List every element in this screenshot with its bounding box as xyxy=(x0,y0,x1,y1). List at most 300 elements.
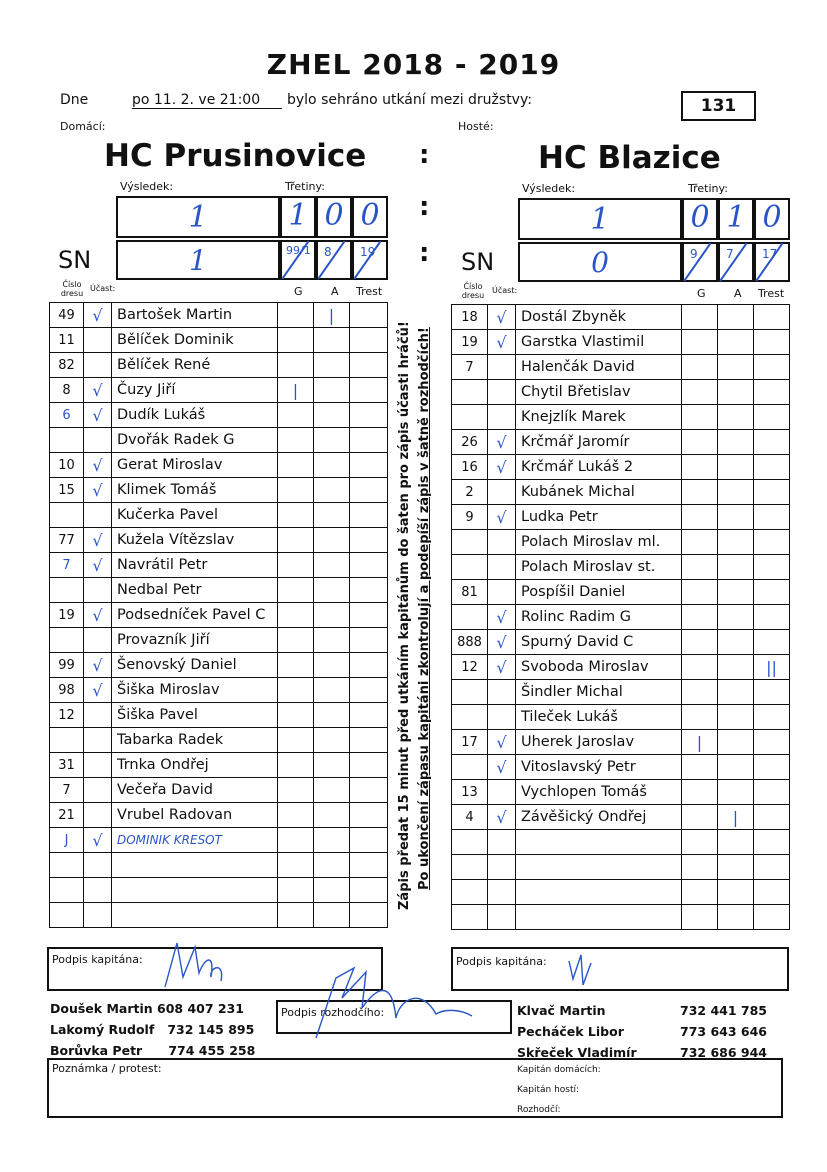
home-player-penalty xyxy=(350,553,388,578)
away-player-row xyxy=(452,855,790,880)
away-player-number: 26 xyxy=(452,430,488,455)
home-player-row xyxy=(50,628,388,653)
page-title: ZHEL 2018 - 2019 xyxy=(266,48,561,81)
home-player-number xyxy=(50,903,84,928)
away-player-name xyxy=(516,905,682,930)
away-player-goals xyxy=(682,555,718,580)
away-player-penalty xyxy=(754,680,790,705)
home-player-goals xyxy=(278,903,314,928)
home-player-goals xyxy=(278,678,314,703)
match-number: 131 xyxy=(681,91,756,121)
home-player-participation xyxy=(84,578,112,603)
date-label: Dne xyxy=(60,92,89,108)
home-player-name: Klimek Tomáš xyxy=(112,478,278,503)
home-player-number xyxy=(50,428,84,453)
home-player-penalty xyxy=(350,828,388,853)
home-label: Domácí: xyxy=(60,120,106,133)
away-period-2: 1 xyxy=(718,198,754,240)
home-player-assists xyxy=(314,428,350,453)
away-player-participation xyxy=(488,780,516,805)
away-player-penalty xyxy=(754,605,790,630)
home-player-goals xyxy=(278,403,314,428)
home-player-name xyxy=(112,903,278,928)
home-captain-signature xyxy=(155,937,245,991)
home-player-participation: √ xyxy=(84,828,112,853)
away-col-a: A xyxy=(734,287,742,300)
home-player-goals xyxy=(278,828,314,853)
away-player-name: Vitoslavský Petr xyxy=(516,755,682,780)
away-label: Hosté: xyxy=(458,120,494,133)
away-player-name: Dostál Zbyněk xyxy=(516,305,682,330)
home-player-row xyxy=(50,378,388,403)
home-player-goals xyxy=(278,803,314,828)
home-player-name: Podsedníček Pavel C xyxy=(112,603,278,628)
home-player-participation: √ xyxy=(84,478,112,503)
away-player-penalty xyxy=(754,505,790,530)
away-player-participation: √ xyxy=(488,330,516,355)
home-player-assists xyxy=(314,478,350,503)
home-player-number: 99 xyxy=(50,653,84,678)
away-player-assists xyxy=(718,680,754,705)
home-player-row xyxy=(50,353,388,378)
away-player-name: Svoboda Miroslav xyxy=(516,655,682,680)
away-player-assists xyxy=(718,430,754,455)
away-player-penalty xyxy=(754,355,790,380)
home-player-assists xyxy=(314,828,350,853)
away-player-row xyxy=(452,355,790,380)
result-colon: : xyxy=(419,192,430,222)
away-player-number xyxy=(452,855,488,880)
home-player-goals xyxy=(278,753,314,778)
away-sn-cell-3: 17 xyxy=(754,242,790,282)
away-player-goals xyxy=(682,605,718,630)
home-player-participation: √ xyxy=(84,303,112,328)
home-player-row xyxy=(50,778,388,803)
away-player-participation: √ xyxy=(488,305,516,330)
referee-note-label: Rozhodčí: xyxy=(517,1105,561,1115)
home-captain-signature-label: Podpis kapitána: xyxy=(52,953,143,966)
home-player-participation xyxy=(84,878,112,903)
away-player-name: Polach Miroslav ml. xyxy=(516,530,682,555)
home-player-name: Večeřa David xyxy=(112,778,278,803)
home-player-penalty xyxy=(350,303,388,328)
away-player-participation xyxy=(488,480,516,505)
home-sn-cell-3: 19 xyxy=(352,240,388,280)
away-player-number xyxy=(452,905,488,930)
away-player-assists xyxy=(718,905,754,930)
home-player-goals xyxy=(278,778,314,803)
away-player-participation: √ xyxy=(488,630,516,655)
away-player-row xyxy=(452,605,790,630)
away-player-assists xyxy=(718,405,754,430)
away-player-row xyxy=(452,905,790,930)
away-sn-cell-1: 9 xyxy=(682,242,718,282)
away-player-assists xyxy=(718,605,754,630)
away-player-number xyxy=(452,555,488,580)
away-period-1: 0 xyxy=(682,198,718,240)
away-player-penalty xyxy=(754,580,790,605)
home-player-number: J xyxy=(50,828,84,853)
away-player-participation xyxy=(488,855,516,880)
home-player-name: Navrátil Petr xyxy=(112,553,278,578)
home-player-participation: √ xyxy=(84,678,112,703)
home-player-row xyxy=(50,828,388,853)
away-player-assists xyxy=(718,755,754,780)
away-player-assists xyxy=(718,830,754,855)
home-player-number: 15 xyxy=(50,478,84,503)
away-player-number: 888 xyxy=(452,630,488,655)
home-player-goals xyxy=(278,328,314,353)
away-player-assists xyxy=(718,655,754,680)
home-player-name: Provazník Jiří xyxy=(112,628,278,653)
home-player-assists xyxy=(314,903,350,928)
home-team-name: HC Prusinovice xyxy=(104,138,367,174)
away-player-name xyxy=(516,855,682,880)
home-result-value: 1 xyxy=(188,200,208,235)
home-player-participation xyxy=(84,903,112,928)
away-player-goals xyxy=(682,705,718,730)
home-player-number: 19 xyxy=(50,603,84,628)
home-player-row xyxy=(50,653,388,678)
home-player-assists xyxy=(314,403,350,428)
home-player-participation: √ xyxy=(84,378,112,403)
away-player-participation: √ xyxy=(488,805,516,830)
away-captain-signature xyxy=(561,949,601,989)
home-roster-table xyxy=(49,302,388,928)
home-player-participation: √ xyxy=(84,403,112,428)
away-player-participation: √ xyxy=(488,605,516,630)
away-player-name: Polach Miroslav st. xyxy=(516,555,682,580)
away-player-name: Garstka Vlastimil xyxy=(516,330,682,355)
home-player-row xyxy=(50,753,388,778)
away-player-name: Chytil Břetislav xyxy=(516,380,682,405)
away-player-name: Knejzlík Marek xyxy=(516,405,682,430)
instruction-block xyxy=(393,300,441,940)
home-player-row xyxy=(50,678,388,703)
home-period-3: 0 xyxy=(352,196,388,238)
home-player-name: Bělíček René xyxy=(112,353,278,378)
home-player-row xyxy=(50,728,388,753)
instruction-line-1: Zápis předat 15 minut před utkáním kapitánům do šaten pro zápis účasti hráčů! xyxy=(397,321,412,910)
away-player-goals xyxy=(682,880,718,905)
away-player-participation xyxy=(488,405,516,430)
away-player-participation xyxy=(488,355,516,380)
home-player-assists xyxy=(314,803,350,828)
away-player-row xyxy=(452,630,790,655)
home-player-penalty xyxy=(350,903,388,928)
away-player-penalty xyxy=(754,305,790,330)
home-player-goals xyxy=(278,878,314,903)
home-player-goals xyxy=(278,453,314,478)
away-player-name: Pospíšil Daniel xyxy=(516,580,682,605)
away-player-row xyxy=(452,555,790,580)
home-player-goals xyxy=(278,303,314,328)
date-value: po 11. 2. ve 21:00 xyxy=(132,92,282,109)
home-player-assists xyxy=(314,678,350,703)
away-player-penalty xyxy=(754,780,790,805)
home-player-number: 49 xyxy=(50,303,84,328)
home-player-penalty xyxy=(350,403,388,428)
away-player-row xyxy=(452,655,790,680)
away-player-name: Tileček Lukáš xyxy=(516,705,682,730)
away-player-number xyxy=(452,530,488,555)
home-player-row xyxy=(50,553,388,578)
away-player-number: 19 xyxy=(452,330,488,355)
away-player-participation: √ xyxy=(488,730,516,755)
home-player-assists xyxy=(314,703,350,728)
away-player-name: Halenčák David xyxy=(516,355,682,380)
away-player-goals xyxy=(682,480,718,505)
away-player-row xyxy=(452,505,790,530)
away-player-goals: | xyxy=(682,730,718,755)
away-player-penalty xyxy=(754,880,790,905)
away-player-goals xyxy=(682,405,718,430)
away-player-participation xyxy=(488,555,516,580)
home-player-name xyxy=(112,853,278,878)
away-player-name: Šindler Michal xyxy=(516,680,682,705)
home-player-penalty xyxy=(350,628,388,653)
away-player-name: Rolinc Radim G xyxy=(516,605,682,630)
away-player-assists xyxy=(718,355,754,380)
away-player-assists xyxy=(718,880,754,905)
referee-signature xyxy=(296,958,476,1048)
away-player-number xyxy=(452,605,488,630)
away-player-number: 13 xyxy=(452,780,488,805)
away-captain-signature-box xyxy=(451,947,789,991)
away-player-number xyxy=(452,680,488,705)
home-player-penalty xyxy=(350,678,388,703)
home-player-participation xyxy=(84,428,112,453)
home-player-assists xyxy=(314,753,350,778)
away-player-name: Krčmář Lukáš 2 xyxy=(516,455,682,480)
home-player-name: Trnka Ondřej xyxy=(112,753,278,778)
home-player-name: Bělíček Dominik xyxy=(112,328,278,353)
home-result-box xyxy=(116,196,280,238)
away-player-assists xyxy=(718,505,754,530)
home-player-penalty xyxy=(350,503,388,528)
home-player-name: Šenovský Daniel xyxy=(112,653,278,678)
home-player-goals xyxy=(278,653,314,678)
home-player-number: 21 xyxy=(50,803,84,828)
home-player-row xyxy=(50,503,388,528)
away-player-penalty xyxy=(754,755,790,780)
away-player-name: Vychlopen Tomáš xyxy=(516,780,682,805)
note-box xyxy=(47,1058,783,1118)
home-player-row xyxy=(50,478,388,503)
sn-colon: : xyxy=(419,238,430,268)
note-label: Poznámka / protest: xyxy=(52,1062,162,1075)
away-player-goals xyxy=(682,630,718,655)
home-player-penalty xyxy=(350,428,388,453)
home-player-penalty xyxy=(350,878,388,903)
home-player-participation xyxy=(84,703,112,728)
away-player-name xyxy=(516,830,682,855)
home-player-number: 11 xyxy=(50,328,84,353)
away-player-goals xyxy=(682,430,718,455)
home-player-goals xyxy=(278,578,314,603)
played-text: bylo sehráno utkání mezi družstvy: xyxy=(287,92,532,108)
home-player-participation xyxy=(84,803,112,828)
home-player-number: 77 xyxy=(50,528,84,553)
home-player-goals xyxy=(278,428,314,453)
home-player-row xyxy=(50,403,388,428)
away-player-goals xyxy=(682,805,718,830)
away-player-assists xyxy=(718,305,754,330)
home-player-name: Nedbal Petr xyxy=(112,578,278,603)
away-player-row xyxy=(452,530,790,555)
away-period-3: 0 xyxy=(754,198,790,240)
home-player-assists xyxy=(314,328,350,353)
away-player-number: 9 xyxy=(452,505,488,530)
home-col-trest: Trest xyxy=(356,285,383,298)
home-player-assists xyxy=(314,778,350,803)
home-player-name: Gerat Miroslav xyxy=(112,453,278,478)
away-captain-signature-label: Podpis kapitána: xyxy=(456,955,547,968)
home-player-participation xyxy=(84,753,112,778)
away-player-number xyxy=(452,380,488,405)
away-player-name: Ludka Petr xyxy=(516,505,682,530)
home-player-name: Šiška Pavel xyxy=(112,703,278,728)
away-player-number: 4 xyxy=(452,805,488,830)
home-player-number: 6 xyxy=(50,403,84,428)
home-player-number: 7 xyxy=(50,553,84,578)
away-player-row xyxy=(452,430,790,455)
away-player-row xyxy=(452,805,790,830)
away-player-row xyxy=(452,780,790,805)
away-player-name: Kubánek Michal xyxy=(516,480,682,505)
away-player-assists xyxy=(718,480,754,505)
away-player-goals xyxy=(682,530,718,555)
home-player-row xyxy=(50,578,388,603)
away-player-number xyxy=(452,405,488,430)
home-player-name: Kužela Vítězslav xyxy=(112,528,278,553)
away-result-value: 1 xyxy=(590,202,610,237)
home-period-1: 1 xyxy=(280,196,316,238)
home-player-goals xyxy=(278,528,314,553)
away-player-assists xyxy=(718,330,754,355)
away-player-assists xyxy=(718,855,754,880)
home-player-number: 82 xyxy=(50,353,84,378)
away-sn-value: 0 xyxy=(591,246,609,279)
away-player-penalty xyxy=(754,330,790,355)
home-player-penalty xyxy=(350,703,388,728)
home-player-name: Vrubel Radovan xyxy=(112,803,278,828)
home-player-assists xyxy=(314,728,350,753)
home-player-number: 7 xyxy=(50,778,84,803)
away-col-g: G xyxy=(697,287,706,300)
away-player-penalty xyxy=(754,430,790,455)
vs-colon: : xyxy=(419,140,430,170)
home-player-number xyxy=(50,878,84,903)
home-player-assists xyxy=(314,853,350,878)
away-player-name xyxy=(516,880,682,905)
home-player-participation xyxy=(84,853,112,878)
home-player-name: Čuzy Jiří xyxy=(112,378,278,403)
away-player-row xyxy=(452,455,790,480)
home-player-penalty xyxy=(350,778,388,803)
away-player-row xyxy=(452,830,790,855)
home-sn-cell-1: 99/1 xyxy=(280,240,316,280)
home-player-row xyxy=(50,878,388,903)
away-player-goals xyxy=(682,355,718,380)
home-player-goals xyxy=(278,703,314,728)
away-player-number: 7 xyxy=(452,355,488,380)
away-player-penalty xyxy=(754,830,790,855)
home-result-label: Výsledek: xyxy=(120,180,174,193)
home-player-assists xyxy=(314,378,350,403)
away-player-assists: | xyxy=(718,805,754,830)
home-col-g: G xyxy=(294,285,303,298)
home-player-participation xyxy=(84,778,112,803)
away-player-goals xyxy=(682,855,718,880)
away-player-goals xyxy=(682,580,718,605)
home-player-participation xyxy=(84,328,112,353)
away-player-row xyxy=(452,680,790,705)
home-player-penalty xyxy=(350,528,388,553)
away-player-penalty xyxy=(754,405,790,430)
away-player-assists xyxy=(718,455,754,480)
away-player-number: 2 xyxy=(452,480,488,505)
away-periods-label: Třetiny: xyxy=(688,182,728,195)
away-player-number: 18 xyxy=(452,305,488,330)
away-player-goals xyxy=(682,330,718,355)
home-player-row xyxy=(50,803,388,828)
away-player-penalty xyxy=(754,730,790,755)
home-player-penalty xyxy=(350,478,388,503)
home-player-row xyxy=(50,303,388,328)
away-player-participation: √ xyxy=(488,430,516,455)
away-player-goals xyxy=(682,905,718,930)
home-player-number xyxy=(50,728,84,753)
away-player-number: 12 xyxy=(452,655,488,680)
away-player-penalty xyxy=(754,555,790,580)
home-sn-value: 1 xyxy=(189,244,207,277)
home-player-row xyxy=(50,853,388,878)
home-period-2: 0 xyxy=(316,196,352,238)
home-player-participation xyxy=(84,728,112,753)
away-player-row xyxy=(452,705,790,730)
home-player-participation: √ xyxy=(84,653,112,678)
home-player-name: Šiška Miroslav xyxy=(112,678,278,703)
home-player-name: DOMINIK KRESOT xyxy=(112,828,278,853)
home-player-assists xyxy=(314,353,350,378)
away-player-number xyxy=(452,880,488,905)
home-player-participation: √ xyxy=(84,453,112,478)
home-player-participation xyxy=(84,628,112,653)
home-player-assists xyxy=(314,503,350,528)
away-player-assists xyxy=(718,630,754,655)
away-sn-cell-2: 7 xyxy=(718,242,754,282)
away-player-goals xyxy=(682,680,718,705)
home-player-goals xyxy=(278,553,314,578)
away-player-goals xyxy=(682,380,718,405)
away-col-trest: Trest xyxy=(758,287,785,300)
home-player-number xyxy=(50,628,84,653)
away-sn-label: SN xyxy=(461,248,495,276)
away-player-participation xyxy=(488,880,516,905)
away-player-participation xyxy=(488,380,516,405)
away-player-row xyxy=(452,305,790,330)
home-player-name: Dudík Lukáš xyxy=(112,403,278,428)
away-player-name: Krčmář Jaromír xyxy=(516,430,682,455)
away-player-number: 81 xyxy=(452,580,488,605)
home-player-number: 12 xyxy=(50,703,84,728)
away-player-penalty xyxy=(754,705,790,730)
away-contacts: Klvač Martin Pecháček Libor Skřeček Vladimír xyxy=(517,1003,637,1060)
home-player-penalty xyxy=(350,728,388,753)
away-player-assists xyxy=(718,580,754,605)
home-contacts: Doušek Martin 608 407 231 Lakomý Rudolf 732 145 895 Borůvka Petr 774 455 258 xyxy=(50,1001,256,1058)
